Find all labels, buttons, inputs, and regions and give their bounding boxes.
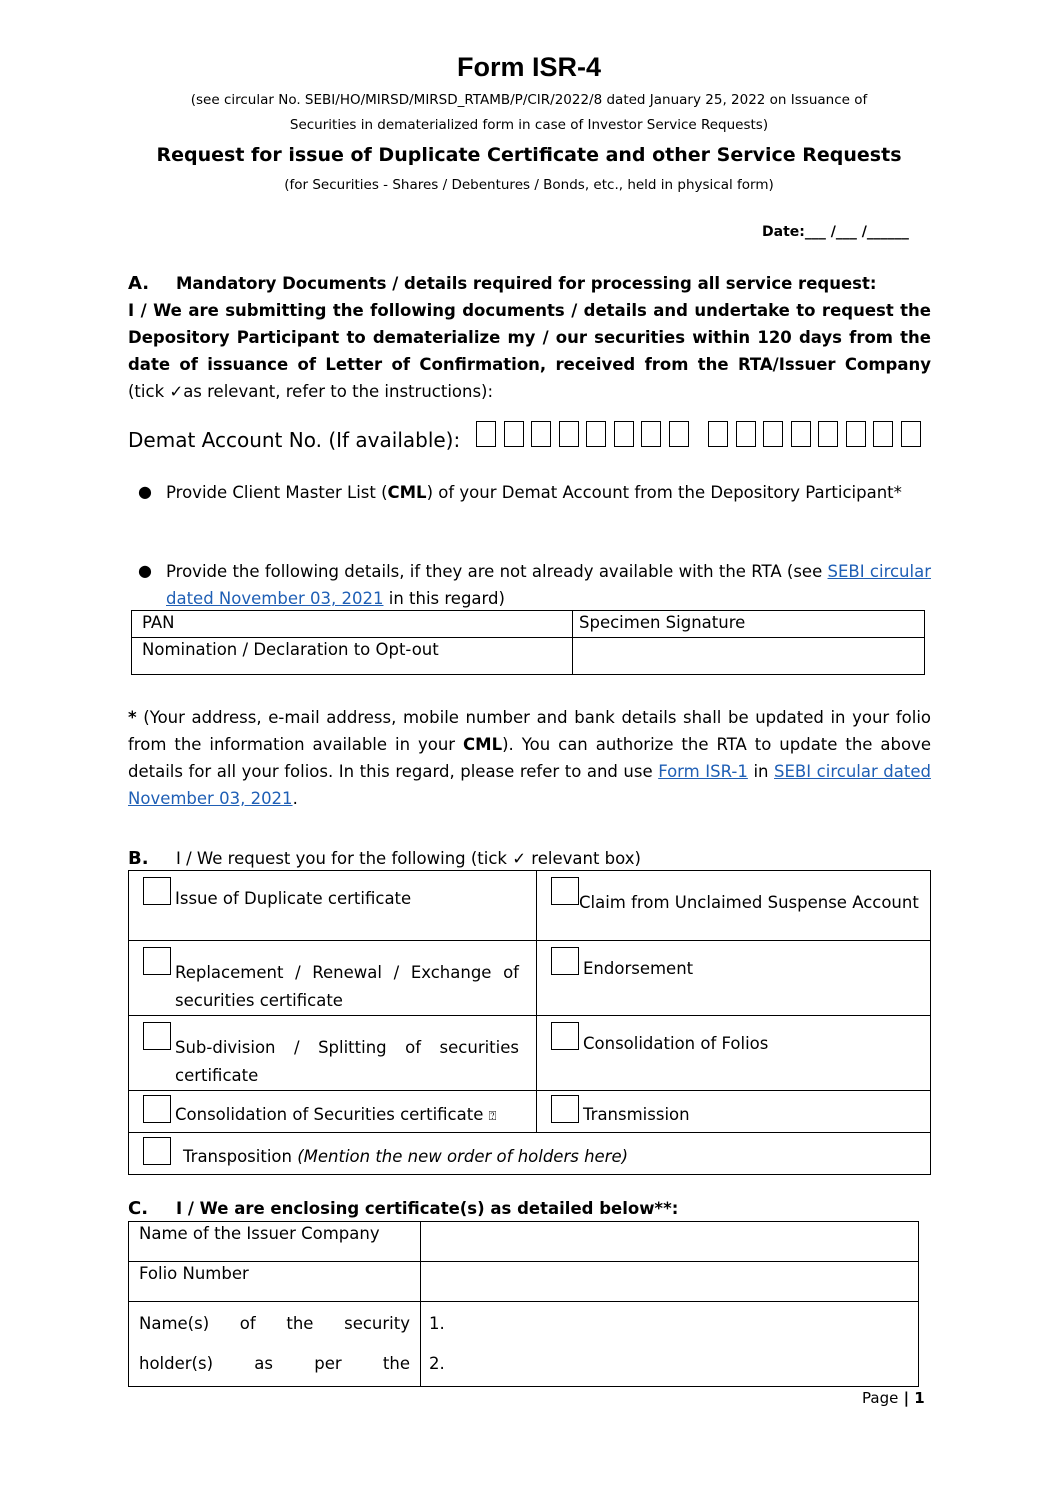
option-label: Consolidation of Securities certificate <box>175 1105 489 1124</box>
option-label: Transmission <box>583 1105 690 1124</box>
demat-digit-box[interactable] <box>669 421 689 447</box>
holders-input[interactable] <box>421 1302 919 1387</box>
bullet-details <box>166 558 931 612</box>
section-a-paragraph <box>128 297 931 405</box>
option-label: Sub-division / Splitting of securities certificate <box>175 1038 519 1085</box>
demat-digit-box[interactable] <box>763 421 783 447</box>
demat-digit-box[interactable] <box>791 421 811 447</box>
demat-digit-box[interactable] <box>559 421 579 447</box>
checkbox-transmission[interactable] <box>551 1095 579 1123</box>
option-transmission[interactable] <box>537 1091 931 1133</box>
demat-digit-box[interactable] <box>818 421 838 447</box>
bullet-icon: ● <box>138 561 152 580</box>
specimen-signature-cell[interactable]: Specimen Signature <box>573 611 925 638</box>
option-label: Endorsement <box>583 959 694 978</box>
checkbox-sub-division[interactable] <box>143 1022 171 1050</box>
section-a-letter: A. <box>128 273 150 294</box>
section-b-heading: I / We request you for the following (tick ✓ relevant box) <box>176 849 641 868</box>
demat-digit-box[interactable] <box>476 421 496 447</box>
circular-line-2: Securities in dematerialized form in case of Investor Service Requests) <box>289 117 769 133</box>
option-unclaimed-suspense[interactable] <box>537 871 931 941</box>
checkbox-consolidation-securities[interactable] <box>143 1095 171 1123</box>
bullet-cml-post: ) of your Demat Account from the Depository Participant* <box>426 483 902 502</box>
checkbox-endorsement[interactable] <box>551 947 579 975</box>
holders-label-line1: Name(s) of the security <box>139 1314 410 1333</box>
demat-digit-box[interactable] <box>504 421 524 447</box>
certificate-details-table <box>128 1221 919 1387</box>
holders-label-line2: holder(s) as per the <box>139 1354 410 1373</box>
option-endorsement[interactable] <box>537 941 931 1016</box>
demat-digit-box[interactable] <box>641 421 661 447</box>
note-cml: CML <box>463 735 503 754</box>
demat-digit-box[interactable] <box>531 421 551 447</box>
demat-digit-box[interactable] <box>614 421 634 447</box>
page-separator: | <box>903 1389 910 1407</box>
holder-number-2: 2. <box>429 1354 445 1373</box>
page-number: 1 <box>914 1389 925 1407</box>
option-duplicate-certificate[interactable] <box>129 871 537 941</box>
option-replacement-renewal[interactable] <box>129 941 537 1016</box>
option-sub-division[interactable] <box>129 1016 537 1091</box>
folio-number-label: Folio Number <box>129 1262 421 1302</box>
checkbox-consolidation-folios[interactable] <box>551 1022 579 1050</box>
holder-number-1: 1. <box>429 1314 445 1333</box>
form-isr1-link[interactable]: Form ISR-1 <box>658 762 748 781</box>
form-title: Form ISR-4 <box>456 52 602 82</box>
option-consolidation-folios[interactable] <box>537 1016 931 1091</box>
sebi-circular-link[interactable]: SEBI circular dated November 03, 2021 <box>166 562 931 608</box>
bullet-cml <box>166 479 931 506</box>
checkbox-unclaimed-suspense[interactable] <box>551 877 579 905</box>
checkbox-transposition[interactable] <box>143 1137 171 1165</box>
sub-heading: (for Securities - Shares / Debentures / Bonds, etc., held in physical form) <box>284 177 774 193</box>
bullet-cml-pre: Provide Client Master List ( <box>166 483 388 502</box>
nomination-value-cell[interactable] <box>573 638 925 675</box>
checkbox-replacement-renewal[interactable] <box>143 947 171 975</box>
demat-digit-box[interactable] <box>708 421 728 447</box>
section-c-letter: C. <box>128 1198 149 1219</box>
transposition-note: (Mention the new order of holders here) <box>297 1147 629 1166</box>
details-table <box>131 610 925 675</box>
option-label: Issue of Duplicate certificate <box>175 889 412 908</box>
note-text-1: (Your address, e-mail address, mobile number and bank details shall be updated in your folio from the information available in your <box>128 708 931 754</box>
section-a-para-tail: (tick ✓as relevant, refer to the instructions): <box>128 382 494 401</box>
note-text-3: in <box>747 762 775 781</box>
option-label: Claim from Unclaimed Suspense Account <box>579 893 919 912</box>
demat-digit-box[interactable] <box>846 421 866 447</box>
option-label: Replacement / Renewal / Exchange of securities certificate <box>175 963 519 1010</box>
section-a-heading: Mandatory Documents / details required for processing all service request: <box>176 274 877 293</box>
bullet-details-pre: Provide the following details, if they are not already available with the RTA (see <box>166 562 828 581</box>
section-b-heading-line <box>128 845 931 872</box>
page-footer <box>862 1389 925 1407</box>
issuer-company-label: Name of the Issuer Company <box>129 1222 421 1262</box>
page-label: Page <box>862 1389 899 1407</box>
demat-digit-box[interactable] <box>736 421 756 447</box>
section-c-heading-line <box>128 1195 931 1222</box>
holders-label <box>129 1302 421 1387</box>
circular-line-1: (see circular No. SEBI/HO/MIRSD/MIRSD_RTAMB/P/CIR/2022/8 dated January 25, 2022 on Issuance of <box>190 92 868 108</box>
sebi-circular-link-2[interactable]: SEBI circular dated November 03, 2021 <box>128 762 931 808</box>
demat-account-label: Demat Account No. (If available): <box>128 428 461 452</box>
section-a <box>128 270 931 405</box>
note-paragraph <box>128 704 931 812</box>
bullet-details-post: in this regard) <box>383 589 505 608</box>
section-a-heading-line <box>128 270 931 297</box>
main-heading: Request for issue of Duplicate Certificate and other Service Requests <box>156 144 902 166</box>
bullet-cml-bold: CML <box>387 483 427 502</box>
checkbox-duplicate-certificate[interactable] <box>143 877 171 905</box>
demat-digit-box[interactable] <box>901 421 921 447</box>
bullet-icon: ● <box>138 482 152 501</box>
nomination-cell[interactable]: Nomination / Declaration to Opt-out <box>132 638 573 675</box>
option-transposition[interactable] <box>129 1133 931 1175</box>
section-c-heading: I / We are enclosing certificate(s) as detailed below**: <box>176 1199 679 1218</box>
option-label: Transposition <box>183 1147 298 1166</box>
issuer-company-input[interactable] <box>421 1222 919 1262</box>
note-star: * <box>128 708 137 727</box>
folio-number-input[interactable] <box>421 1262 919 1302</box>
section-b-letter: B. <box>128 848 149 869</box>
missing-glyph-icon: ⍰ <box>488 1109 497 1124</box>
demat-digit-box[interactable] <box>586 421 606 447</box>
date-field[interactable]: Date:___ /___ /______ <box>762 224 909 240</box>
request-options-table <box>128 870 931 1175</box>
note-text-4: . <box>292 789 298 808</box>
option-label: Consolidation of Folios <box>583 1034 769 1053</box>
demat-digit-box[interactable] <box>873 421 893 447</box>
section-a-para-bold: I / We are submitting the following documents / details and undertake to request the Depository Participant to dematerialize my / our securities within 120 days from the date of issuance of Letter of Confirmation, received from the RTA/Issuer Company <box>128 301 931 374</box>
pan-cell[interactable]: PAN <box>132 611 573 638</box>
option-consolidation-securities[interactable] <box>129 1091 537 1133</box>
note-text-2: ). You can authorize the RTA to update the above details for all your folios. In this regard, please refer to and use <box>128 735 931 781</box>
